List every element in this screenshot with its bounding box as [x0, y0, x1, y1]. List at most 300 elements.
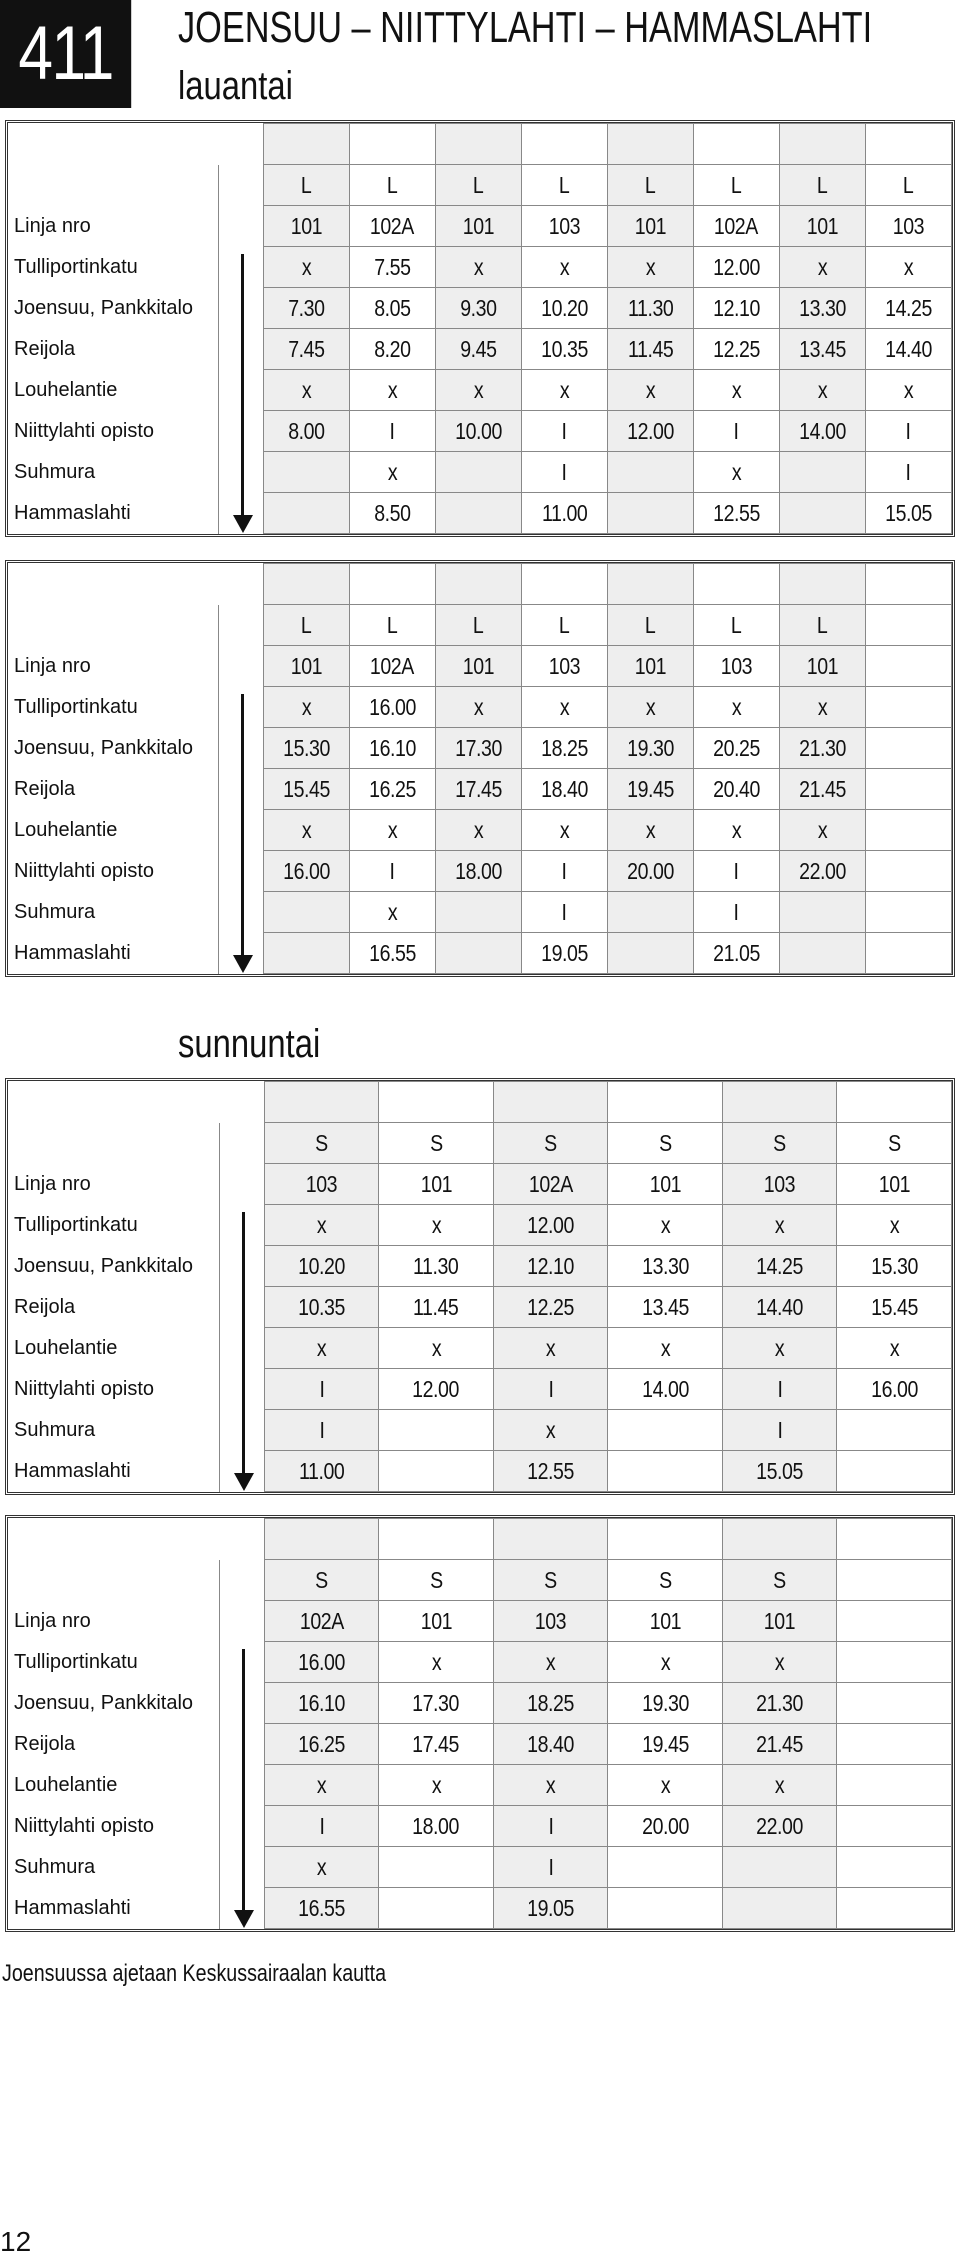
spacer-cell	[608, 1519, 723, 1560]
time-cell	[379, 1451, 494, 1492]
stop-name: Niittylahti opisto	[8, 1806, 219, 1847]
time-cell	[349, 206, 435, 247]
time-cell	[349, 646, 435, 687]
time-cell	[435, 646, 521, 687]
cell-value: 103	[305, 1170, 338, 1197]
stop-name: Suhmura	[8, 1410, 219, 1451]
cell-value: 8.50	[373, 499, 411, 526]
cell-value: 8.05	[373, 294, 411, 321]
time-cell	[608, 1287, 723, 1328]
direction-arrow-cell	[219, 1601, 264, 1642]
time-cell	[779, 452, 865, 493]
time-cell	[521, 933, 607, 974]
time-cell	[349, 370, 435, 411]
time-cell	[837, 1328, 952, 1369]
time-cell	[521, 165, 607, 206]
time-cell	[693, 646, 779, 687]
time-cell	[263, 370, 349, 411]
time-cell	[493, 1724, 608, 1765]
spacer-cell	[837, 1082, 952, 1123]
time-cell	[435, 892, 521, 933]
time-cell	[349, 892, 435, 933]
time-cell	[435, 288, 521, 329]
cell-value: 19.05	[527, 1894, 574, 1921]
cell-value: x	[774, 1648, 785, 1675]
time-cell	[349, 728, 435, 769]
stop-name: Louhelantie	[8, 370, 218, 411]
time-cell	[779, 892, 865, 933]
time-cell	[779, 687, 865, 728]
cell-value: L	[645, 171, 656, 198]
time-cell	[865, 810, 951, 851]
time-cell	[435, 769, 521, 810]
time-cell	[435, 687, 521, 728]
cell-value: x	[731, 693, 741, 720]
stop-row	[8, 1205, 952, 1246]
time-cell	[693, 728, 779, 769]
time-cell	[693, 411, 779, 452]
time-cell	[349, 810, 435, 851]
time-cell	[865, 206, 951, 247]
cell-value: 103	[892, 212, 925, 239]
time-cell	[435, 206, 521, 247]
spacer-cell	[607, 124, 693, 165]
cell-value: 10.20	[298, 1252, 345, 1279]
time-cell	[837, 1888, 952, 1929]
stop-row	[8, 247, 952, 288]
time-cell	[779, 728, 865, 769]
cell-value: I	[561, 857, 567, 884]
cell-value: 20.25	[712, 734, 760, 761]
time-cell	[379, 1683, 494, 1724]
time-cell	[379, 1328, 494, 1369]
spacer-cell	[693, 564, 779, 605]
time-cell	[349, 687, 435, 728]
time-cell	[693, 247, 779, 288]
time-cell	[837, 1123, 952, 1164]
time-cell	[837, 1560, 952, 1601]
header-spacer-row	[8, 564, 952, 605]
cell-value: 19.45	[641, 1730, 689, 1757]
time-cell	[264, 1642, 379, 1683]
time-cell	[349, 411, 435, 452]
time-cell	[349, 851, 435, 892]
header-spacer-row	[8, 1519, 952, 1560]
direction-arrow-cell	[218, 646, 263, 687]
cell-value: x	[731, 376, 741, 403]
spacer-cell	[435, 564, 521, 605]
stop-name: Tulliportinkatu	[8, 687, 218, 728]
cell-value: S	[544, 1129, 557, 1156]
cell-value: 15.45	[870, 1293, 918, 1320]
cell-value: 101	[806, 652, 838, 679]
time-cell	[865, 687, 951, 728]
time-cell	[521, 892, 607, 933]
cell-value: 102A	[299, 1607, 344, 1634]
spacer-cell	[218, 124, 263, 165]
time-cell	[693, 810, 779, 851]
cell-value: I	[389, 857, 395, 884]
stop-row	[8, 411, 952, 452]
time-cell	[263, 493, 349, 534]
time-cell	[607, 370, 693, 411]
cell-value: 16.10	[298, 1689, 345, 1716]
cell-value: 12.10	[527, 1252, 574, 1279]
time-cell	[608, 1246, 723, 1287]
time-cell	[264, 1164, 379, 1205]
cell-value: 10.00	[454, 417, 502, 444]
stop-name	[8, 1123, 219, 1164]
spacer-cell	[865, 564, 951, 605]
time-cell	[493, 1806, 608, 1847]
direction-arrow-cell	[218, 206, 263, 247]
service-code-row	[8, 165, 952, 206]
time-cell	[521, 452, 607, 493]
cell-value: 12.00	[712, 253, 760, 280]
time-cell	[693, 687, 779, 728]
time-cell	[865, 933, 951, 974]
time-cell	[779, 646, 865, 687]
time-cell	[722, 1410, 837, 1451]
time-cell	[435, 851, 521, 892]
cell-value: 102A	[528, 1170, 573, 1197]
cell-value: 13.45	[798, 335, 846, 362]
cell-value: x	[431, 1334, 441, 1361]
time-cell	[607, 810, 693, 851]
spacer-cell	[779, 564, 865, 605]
cell-value: 21.05	[712, 939, 760, 966]
timetable	[5, 1078, 955, 1495]
stop-name: Hammaslahti	[8, 933, 218, 974]
cell-value: 15.30	[870, 1252, 918, 1279]
cell-value: 12.55	[527, 1457, 574, 1484]
stop-row	[8, 1369, 952, 1410]
cell-value: x	[316, 1211, 327, 1238]
line-number-row	[8, 206, 952, 247]
cell-value: x	[817, 693, 828, 720]
time-cell	[865, 411, 951, 452]
cell-value: I	[318, 1812, 324, 1839]
cell-value: 14.40	[756, 1293, 803, 1320]
spacer-cell	[349, 564, 435, 605]
time-cell	[693, 892, 779, 933]
cell-value: 103	[548, 652, 580, 679]
cell-value: L	[817, 611, 828, 638]
timetable	[5, 560, 955, 977]
cell-value: x	[431, 1771, 441, 1798]
stop-name	[8, 165, 218, 206]
cell-value: 11.45	[627, 335, 673, 362]
cell-value: 17.30	[454, 734, 502, 761]
route-title: JOENSUU – NIITTYLAHTI – HAMMASLAHTI	[178, 3, 873, 52]
time-cell	[837, 1683, 952, 1724]
stop-name: Niittylahti opisto	[8, 1369, 219, 1410]
cell-value: S	[544, 1566, 557, 1593]
time-cell	[493, 1765, 608, 1806]
time-cell	[837, 1806, 952, 1847]
time-cell	[837, 1246, 952, 1287]
time-cell	[607, 769, 693, 810]
cell-value: x	[559, 693, 569, 720]
time-cell	[493, 1683, 608, 1724]
stop-name: Reijola	[8, 329, 218, 370]
time-cell	[837, 1847, 952, 1888]
spacer-cell	[264, 1519, 379, 1560]
cell-value: 101	[806, 212, 838, 239]
cell-value: 9.45	[460, 335, 497, 362]
spacer-cell	[521, 124, 607, 165]
stop-name: Joensuu, Pankkitalo	[8, 288, 218, 329]
spacer-cell	[493, 1082, 608, 1123]
time-cell	[608, 1369, 723, 1410]
time-cell	[865, 493, 951, 534]
cell-value: L	[645, 611, 656, 638]
cell-value: L	[559, 171, 570, 198]
time-cell	[379, 1246, 494, 1287]
cell-value: x	[817, 253, 828, 280]
direction-arrow-cell	[218, 605, 263, 646]
cell-value: 9.30	[460, 294, 497, 321]
time-cell	[264, 1847, 379, 1888]
page-number: 12	[0, 2226, 32, 2257]
cell-value: 18.25	[527, 1689, 574, 1716]
time-cell	[349, 933, 435, 974]
time-cell	[379, 1601, 494, 1642]
time-cell	[349, 329, 435, 370]
stop-name: Suhmura	[8, 452, 218, 493]
time-cell	[521, 411, 607, 452]
direction-arrow-icon	[242, 1212, 245, 1475]
time-cell	[521, 810, 607, 851]
time-cell	[349, 452, 435, 493]
spacer-cell	[349, 124, 435, 165]
cell-value: I	[561, 458, 567, 485]
cell-value: 10.35	[540, 335, 588, 362]
time-cell	[722, 1451, 837, 1492]
cell-value: 13.30	[641, 1252, 689, 1279]
time-cell	[263, 769, 349, 810]
time-cell	[493, 1287, 608, 1328]
spacer-cell	[8, 1082, 219, 1123]
cell-value: 10.35	[298, 1293, 345, 1320]
cell-value: x	[545, 1334, 556, 1361]
stop-row	[8, 1287, 952, 1328]
time-cell	[379, 1123, 494, 1164]
cell-value: x	[431, 1648, 441, 1675]
time-cell	[693, 769, 779, 810]
stop-row	[8, 810, 952, 851]
spacer-cell	[219, 1519, 264, 1560]
cell-value: 14.00	[641, 1375, 689, 1402]
time-cell	[607, 165, 693, 206]
time-cell	[837, 1601, 952, 1642]
time-cell	[493, 1410, 608, 1451]
time-cell	[521, 728, 607, 769]
cell-value: 16.00	[870, 1375, 918, 1402]
header-spacer-row	[8, 124, 952, 165]
cell-value: 20.00	[641, 1812, 689, 1839]
time-cell	[521, 206, 607, 247]
time-cell	[435, 370, 521, 411]
cell-value: 20.40	[712, 775, 760, 802]
time-cell	[779, 329, 865, 370]
cell-value: 16.00	[282, 857, 330, 884]
time-cell	[493, 1888, 608, 1929]
cell-value: I	[733, 857, 739, 884]
time-cell	[779, 851, 865, 892]
cell-value: 22.00	[798, 857, 846, 884]
route-number-badge: 411	[0, 0, 131, 108]
time-cell	[521, 288, 607, 329]
stop-row	[8, 370, 952, 411]
cell-value: x	[473, 253, 483, 280]
time-cell	[264, 1451, 379, 1492]
time-cell	[865, 370, 951, 411]
cell-value: x	[545, 1648, 556, 1675]
spacer-cell	[607, 564, 693, 605]
time-cell	[521, 851, 607, 892]
cell-value: I	[318, 1375, 324, 1402]
cell-value: x	[889, 1334, 899, 1361]
stop-name: Linja nro	[8, 1601, 219, 1642]
cell-value: 12.00	[626, 417, 674, 444]
time-cell	[607, 933, 693, 974]
time-cell	[837, 1369, 952, 1410]
time-cell	[263, 728, 349, 769]
stop-row	[8, 1683, 952, 1724]
time-cell	[608, 1642, 723, 1683]
time-cell	[264, 1765, 379, 1806]
cell-value: 101	[634, 212, 666, 239]
cell-value: 101	[420, 1607, 452, 1634]
cell-value: 21.45	[798, 775, 846, 802]
cell-value: 8.20	[373, 335, 411, 362]
cell-value: x	[387, 816, 397, 843]
timetable	[5, 1515, 955, 1932]
time-cell	[837, 1724, 952, 1765]
time-cell	[608, 1847, 723, 1888]
time-cell	[837, 1205, 952, 1246]
direction-arrow-cell	[218, 165, 263, 206]
cell-value: x	[301, 816, 311, 843]
time-cell	[264, 1410, 379, 1451]
time-cell	[693, 851, 779, 892]
time-cell	[865, 329, 951, 370]
cell-value: 101	[290, 652, 322, 679]
cell-value: I	[318, 1416, 324, 1443]
time-cell	[722, 1683, 837, 1724]
cell-value: S	[658, 1566, 672, 1593]
time-cell	[379, 1765, 494, 1806]
cell-value: L	[817, 171, 828, 198]
time-cell	[608, 1328, 723, 1369]
time-cell	[722, 1369, 837, 1410]
cell-value: x	[431, 1211, 441, 1238]
time-cell	[379, 1724, 494, 1765]
spacer-cell	[218, 564, 263, 605]
cell-value: I	[733, 898, 739, 925]
time-cell	[379, 1560, 494, 1601]
line-number-row	[8, 646, 952, 687]
cell-value: x	[660, 1334, 670, 1361]
direction-arrow-cell	[219, 1123, 264, 1164]
cell-value: I	[561, 898, 567, 925]
cell-value: 12.25	[712, 335, 760, 362]
time-cell	[722, 1287, 837, 1328]
time-cell	[263, 892, 349, 933]
time-cell	[521, 247, 607, 288]
time-cell	[865, 247, 951, 288]
spacer-cell	[263, 564, 349, 605]
time-cell	[349, 165, 435, 206]
time-cell	[693, 605, 779, 646]
stop-name: Joensuu, Pankkitalo	[8, 1246, 219, 1287]
time-cell	[608, 1123, 723, 1164]
cell-value: S	[887, 1129, 901, 1156]
time-cell	[607, 687, 693, 728]
stop-name: Suhmura	[8, 892, 218, 933]
arrow-head-icon	[233, 515, 253, 533]
cell-value: I	[548, 1853, 554, 1880]
direction-arrow-cell	[219, 1164, 264, 1205]
time-cell	[493, 1451, 608, 1492]
day-label-saturday: lauantai	[178, 64, 293, 108]
cell-value: 12.55	[712, 499, 760, 526]
time-cell	[379, 1369, 494, 1410]
time-cell	[837, 1642, 952, 1683]
stop-name: Louhelantie	[8, 810, 218, 851]
cell-value: L	[731, 611, 742, 638]
cell-value: 19.05	[540, 939, 588, 966]
time-cell	[379, 1888, 494, 1929]
service-code-row	[8, 605, 952, 646]
time-cell	[779, 288, 865, 329]
time-cell	[722, 1328, 837, 1369]
cell-value: 101	[763, 1607, 796, 1634]
time-cell	[263, 288, 349, 329]
cell-value: 11.30	[627, 294, 673, 321]
time-cell	[349, 605, 435, 646]
time-cell	[263, 247, 349, 288]
time-cell	[264, 1601, 379, 1642]
cell-value: 13.45	[641, 1293, 689, 1320]
cell-value: x	[903, 376, 914, 403]
stop-name: Hammaslahti	[8, 493, 218, 534]
direction-arrow-icon	[241, 254, 244, 517]
time-cell	[693, 329, 779, 370]
cell-value: 7.45	[287, 335, 325, 362]
time-cell	[865, 165, 951, 206]
time-cell	[865, 892, 951, 933]
time-cell	[779, 206, 865, 247]
time-cell	[608, 1451, 723, 1492]
time-cell	[379, 1164, 494, 1205]
time-cell	[263, 452, 349, 493]
cell-value: 16.10	[368, 734, 416, 761]
time-cell	[608, 1806, 723, 1847]
cell-value: 21.30	[756, 1689, 803, 1716]
time-cell	[263, 329, 349, 370]
cell-value: S	[658, 1129, 672, 1156]
stop-row	[8, 1451, 952, 1492]
cell-value: x	[387, 376, 397, 403]
cell-value: 16.00	[368, 693, 416, 720]
time-cell	[349, 288, 435, 329]
cell-value: x	[387, 898, 397, 925]
cell-value: x	[774, 1334, 785, 1361]
time-cell	[493, 1642, 608, 1683]
time-cell	[435, 411, 521, 452]
